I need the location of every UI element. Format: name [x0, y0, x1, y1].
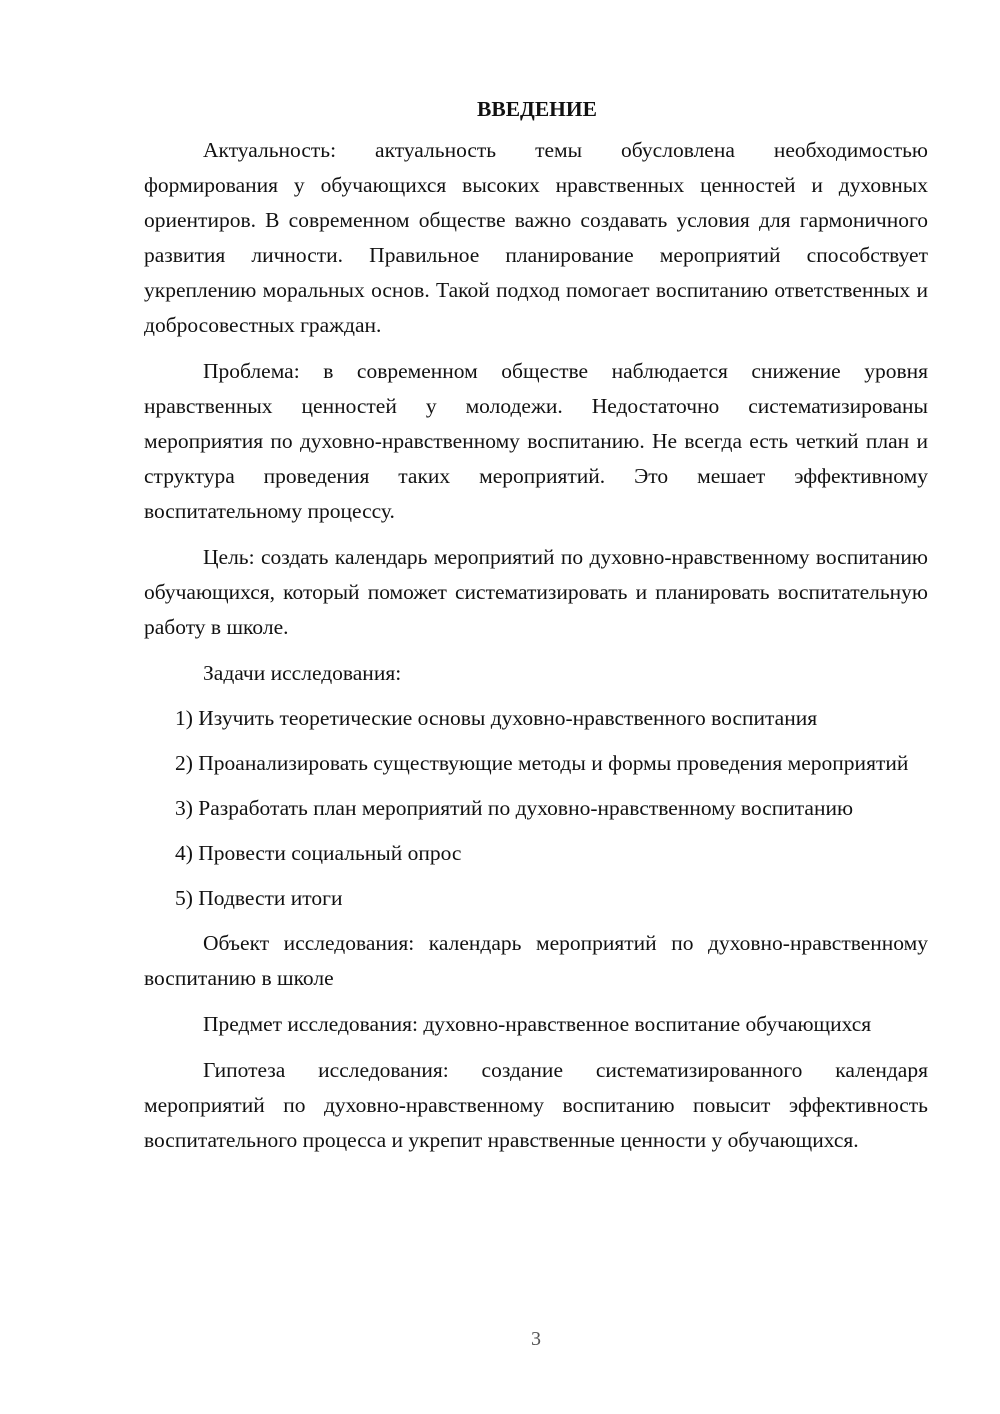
- goal-paragraph: Цель: создать календарь мероприятий по духовно-нравственному воспитанию обучающихся, который поможет систематизировать и планировать воспитательную работу в школе.: [144, 545, 928, 639]
- tasks-list: [144, 701, 928, 916]
- page-title: ВВЕДЕНИЕ: [477, 97, 597, 121]
- list-item: 5) Подвести итоги: [175, 886, 343, 910]
- subject-paragraph: Предмет исследования: духовно-нравственное воспитание обучающихся: [203, 1012, 872, 1036]
- relevance-paragraph: Актуальность: актуальность темы обусловлена необходимостью формирования у обучающихся высоких нравственных ценностей и духовных ориентиров. В современном обществе важно создавать условия для гармоничного развития личности. Правильное планирование мероприятий способствует укреплению моральных основ. Такой подход помогает воспитанию ответственных и добросовестных граждан.: [144, 138, 928, 337]
- page-number: 3: [531, 1328, 541, 1350]
- list-item: 1) Изучить теоретические основы духовно-нравственного воспитания: [175, 706, 818, 730]
- object-paragraph: Объект исследования: календарь мероприятий по духовно-нравственному воспитанию в школе: [144, 931, 928, 990]
- list-item: 2) Проанализировать существующие методы и формы проведения мероприятий: [175, 751, 909, 775]
- hypothesis-paragraph: Гипотеза исследования: создание систематизированного календаря мероприятий по духовно-нравственному воспитанию повысит эффективность воспитательного процесса и укрепит нравственные ценности у обучающихся.: [144, 1058, 928, 1152]
- list-item: 3) Разработать план мероприятий по духовно-нравственному воспитанию: [175, 796, 854, 820]
- problem-paragraph: Проблема: в современном обществе наблюдается снижение уровня нравственных ценностей у молодежи. Недостаточно систематизированы мероприятия по духовно-нравственному воспитанию. Не всегда есть четкий план и структура проведения таких мероприятий. Это мешает эффективному воспитательному процессу.: [144, 359, 928, 523]
- document-page: [144, 92, 928, 1169]
- tasks-heading: Задачи исследования:: [203, 661, 402, 685]
- list-item: 4) Провести социальный опрос: [175, 841, 462, 865]
